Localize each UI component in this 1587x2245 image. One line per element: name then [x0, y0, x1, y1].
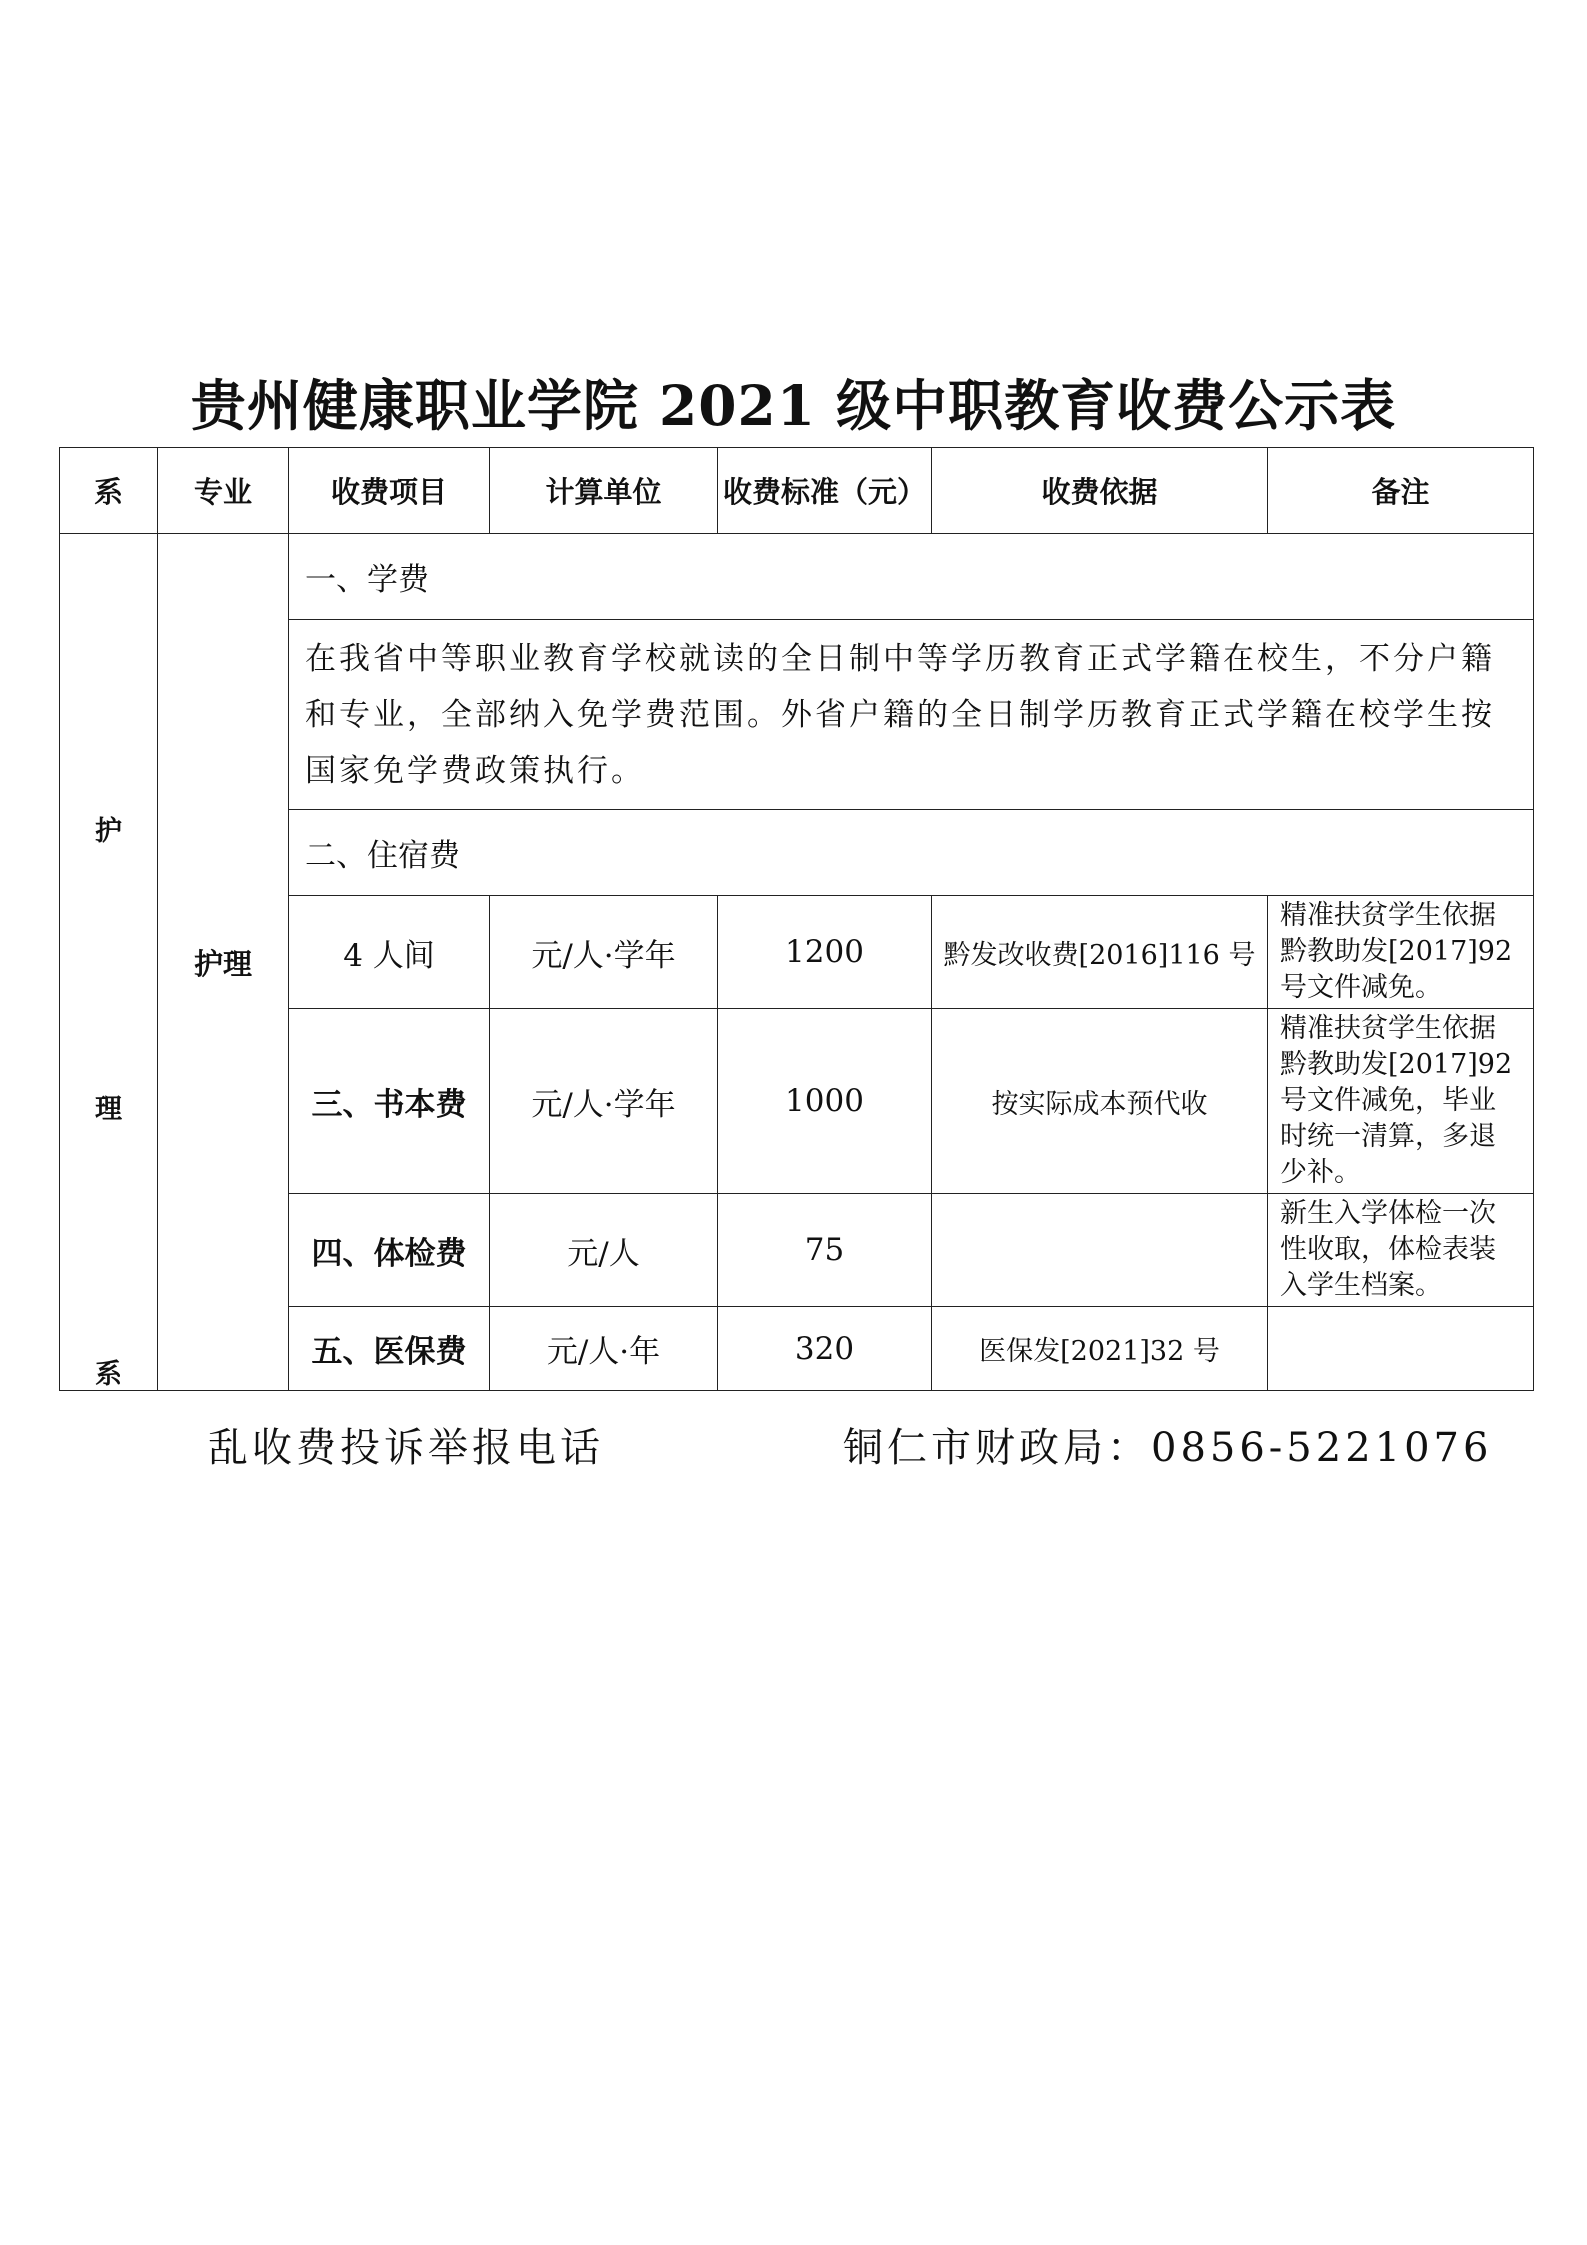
major-label: 护理 [193, 946, 252, 981]
fee-basis: 按实际成本预代收 [932, 1009, 1268, 1194]
fee-unit: 元/人·学年 [490, 896, 718, 1009]
header-department: 系 [60, 448, 158, 534]
fee-unit: 元/人·学年 [490, 1009, 718, 1194]
document-title: 贵州健康职业学院 2021 级中职教育收费公示表 [190, 373, 1397, 438]
department-char: 系 [95, 1359, 122, 1390]
tuition-policy-text: 在我省中等职业教育学校就读的全日制中等学历教育正式学籍在校生，不分户籍和专业，全部纳入免学费范围。外省户籍的全日制学历教育正式学籍在校学生按国家免学费政策执行。 [289, 620, 1534, 810]
department-char: 理 [95, 1094, 122, 1125]
section-row-tuition [60, 534, 1534, 620]
complaint-label: 乱收费投诉举报电话 [208, 1425, 604, 1471]
fee-amount: 75 [718, 1194, 932, 1307]
header-fee-item: 收费项目 [289, 448, 490, 534]
fee-note: 新生入学体检一次性收取，体检表装入学生档案。 [1268, 1194, 1534, 1307]
tuition-heading: 一、学费 [289, 534, 1534, 620]
fee-item: 4 人间 [289, 896, 490, 1009]
fee-basis: 黔发改收费[2016]116 号 [932, 896, 1268, 1009]
header-major: 专业 [158, 448, 289, 534]
fee-basis [932, 1194, 1268, 1307]
fee-basis: 医保发[2021]32 号 [932, 1307, 1268, 1391]
fee-unit: 元/人 [490, 1194, 718, 1307]
fee-unit: 元/人·年 [490, 1307, 718, 1391]
fee-item: 五、医保费 [289, 1307, 490, 1391]
header-note: 备注 [1268, 448, 1534, 534]
fee-note: 精准扶贫学生依据黔教助发[2017]92 号文件减免，毕业时统一清算，多退少补。 [1268, 1009, 1534, 1194]
major-cell [158, 534, 289, 1391]
header-unit: 计算单位 [490, 448, 718, 534]
fee-amount: 1200 [718, 896, 932, 1009]
table-header-row [60, 448, 1534, 534]
department-cell [60, 534, 158, 1391]
fee-amount: 1000 [718, 1009, 932, 1194]
fee-note: 精准扶贫学生依据黔教助发[2017]92 号文件减免。 [1268, 896, 1534, 1009]
department-char: 护 [95, 816, 122, 847]
fee-table [59, 447, 1534, 1391]
header-standard: 收费标准（元） [718, 448, 932, 534]
lodging-heading: 二、住宿费 [289, 810, 1534, 896]
bureau-phone: 铜仁市财政局：0856-5221076 [843, 1425, 1493, 1471]
fee-item: 三、书本费 [289, 1009, 490, 1194]
fee-amount: 320 [718, 1307, 932, 1391]
fee-item: 四、体检费 [289, 1194, 490, 1307]
fee-note [1268, 1307, 1534, 1391]
header-basis: 收费依据 [932, 448, 1268, 534]
